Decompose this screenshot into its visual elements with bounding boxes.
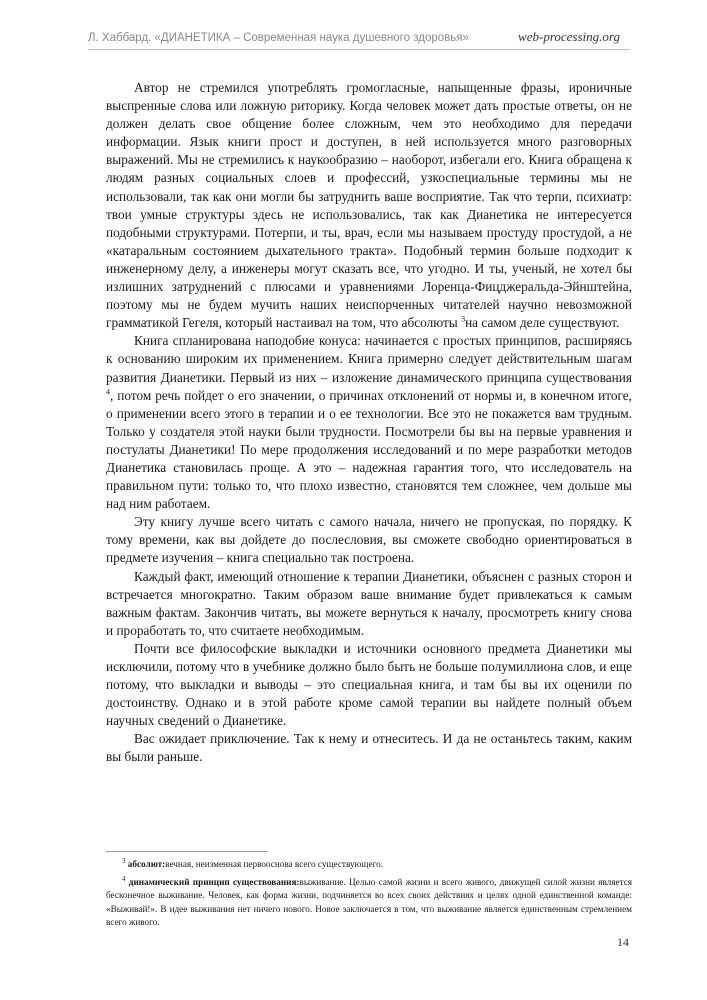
footnote-ref-4: 4 xyxy=(106,387,110,397)
footnote-term: динамический принцип существования: xyxy=(128,876,300,887)
footnote-text: вечная, неизменная первооснова всего существующего. xyxy=(165,859,384,869)
paragraph-1-text-end: на самом деле существуют. xyxy=(465,315,620,331)
paragraph-2 xyxy=(106,332,632,513)
running-header xyxy=(88,27,630,50)
paragraph-4: Каждый факт, имеющий отношение к терапии Дианетики, объяснен с разных сторон и встречается многократно. Таким образом ваше внимание будет привлекаться к самым важным фактам. Закончив читать, вы можете вернуться к началу, просмотреть книгу снова и проработать то, что считаете необходимым. xyxy=(106,568,632,638)
footnote-number: 4 xyxy=(122,874,126,883)
header-title: Л. Хаббард. «ДИАНЕТИКА – Современная наука душевного здоровья» xyxy=(88,32,469,44)
footnotes xyxy=(106,858,632,934)
paragraph-2-text-end: , потом речь пойдет о его значении, о причинах отклонений от нормы и, в конечном итоге, о применении всего этого в терапии и о ее технологии. Все это не покажется вам трудным. Только у создателя этой науки были трудности. Посмотрели бы вы на первые уравнения и постулаты Дианетики! По мере продолжения исследований и по мере разработки методов Дианетика становилась проще. А это – надежная гарантия того, что исследователь на правильном пути: только то, что плохо известно, становятся тем сложнее, чем дольше мы над ним работаем. xyxy=(106,387,632,512)
footnote-4 xyxy=(106,876,632,930)
footnote-term: абсолют: xyxy=(127,859,166,869)
footnote-separator xyxy=(106,851,268,852)
paragraph-1 xyxy=(106,79,632,332)
footnote-3 xyxy=(106,858,632,872)
paragraph-1-text: Автор не стремился употреблять громогласные, напыщенные фразы, ироничные выспренные слова или ложную риторику. Когда человек может дать простые ответы, он не должен делать свое общение более сложным, чем это необходимо для передачи информации. Язык книги прост и доступен, в ней используется много разговорных выражений. Мы не стремились к наукообразию – наоборот, избегали его. Книга обращена к людям разных социальных слоев и профессий, узкоспециальные термины мы не использовали, так как они могли бы затруднить ваше восприятие. Так что терпи, психиатр: твои умные структуры здесь не использовались, так как Дианетика не интересуется подобными структурами. Потерпи, и ты, врач, если мы называем простуду простудой, а не «катаральным состоянием дыхательного тракта». Подобный термин больше подходит к инженерному делу, а инженеры могут сказать все, что угодно. И ты, ученый, не хотел бы излишних затруднений с плюсами и уравнениями Лоренца-Фицджеральда-Эйнштейна, поэтому мы не будем мучить наших неиспорченных читателей научно невозможной грамматикой Гегеля, который настаивал на том, что абсолюты xyxy=(106,80,632,331)
page-number: 14 xyxy=(617,935,629,949)
footnote-text: выживание. Целью самой жизни и всего живого, движущей силой жизни является бесконечное выживание. Человек, как форма жизни, подчиняется во всех своих действиях и целях одной единственной команде: «Выживай!». В идее выживания нет ничего нового. Новое заключается в том, что выживание является единственным стремлением всего живого. xyxy=(106,876,633,928)
paragraph-2-text: Книга спланирована наподобие конуса: начинается с простых принципов, расширяясь к основанию широким их применением. Книга примерно следует действительным шагам развития Дианетики. Первый из них – изложение динамического принципа существования xyxy=(106,333,632,385)
paragraph-5: Почти все философские выкладки и источники основного предмета Дианетики мы исключили, потому что в учебнике должно было быть не больше полумиллиона слов, и еще потому, что выкладки и выводы – это специальная книга, и там бы вы их оценили по достоинству. Однако и в этой работе кроме самой терапии вы найдете полный объем научных сведений о Дианетике. xyxy=(106,640,632,729)
footnote-number: 3 xyxy=(122,856,126,865)
paragraph-6: Вас ожидает приключение. Так к нему и отнеситесь. И да не останьтесь таким, каким вы были раньше. xyxy=(106,731,632,765)
footnote-ref-3: 3 xyxy=(461,314,466,324)
body-text xyxy=(106,79,632,767)
header-site: web-processing.org xyxy=(518,29,620,44)
paragraph-3: Эту книгу лучше всего читать с самого начала, ничего не пропуская, по порядку. К тому времени, как вы дойдете до послесловия, вы сможете свободно ориентироваться в предмете изучения – книга специально так построена. xyxy=(106,514,632,566)
